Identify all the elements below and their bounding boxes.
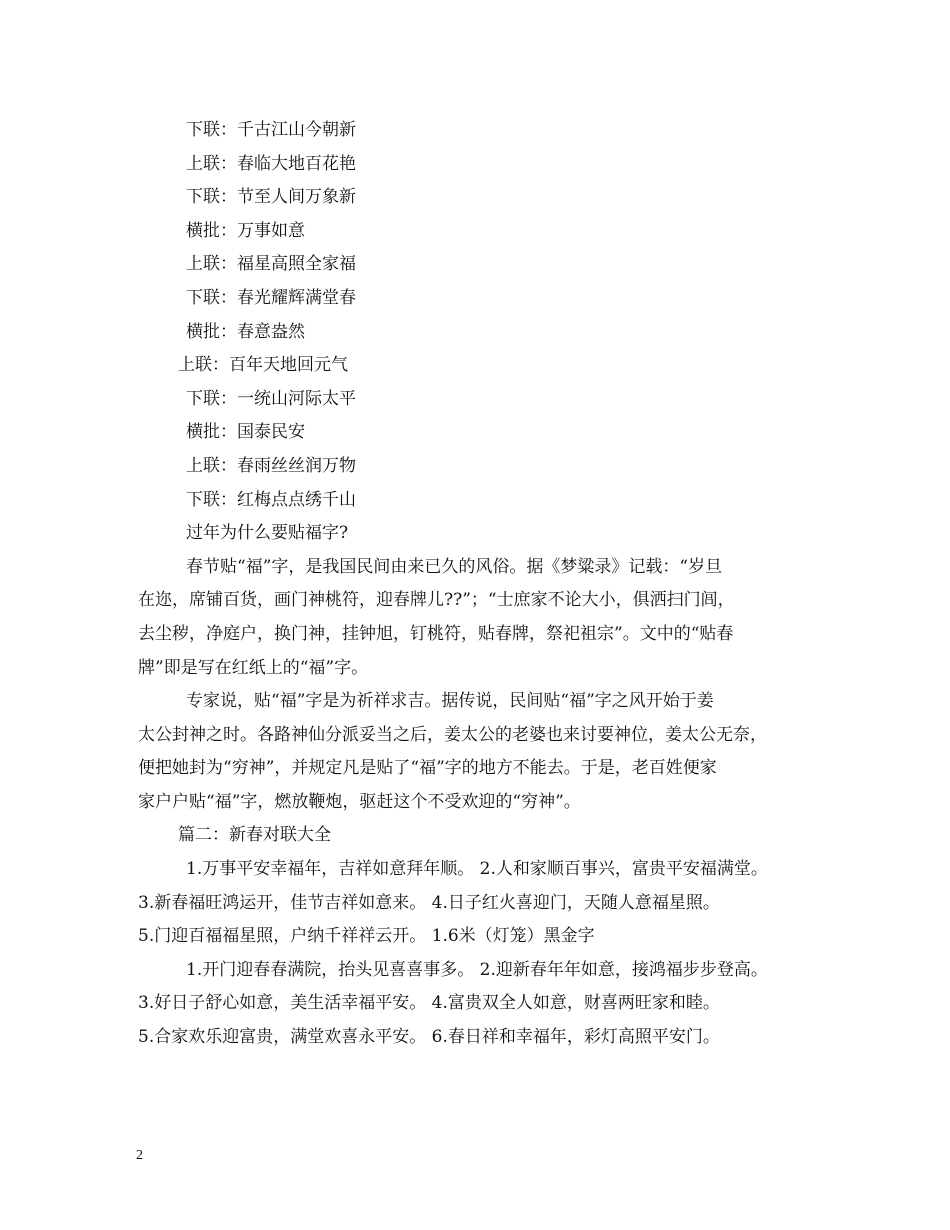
- section-title: 篇二：新春对联大全: [178, 825, 331, 846]
- paragraph-line: 家户户贴“福”字，燃放鞭炮，驱赶这个不受欢迎的“穷神”。: [138, 791, 581, 812]
- paragraph-line: 春节贴“福”字，是我国民间由来已久的风俗。据《梦粱录》记载：“岁旦: [186, 556, 723, 577]
- paragraph-line: 去尘秽，净庭户，换门神，挂钟旭，钉桃符，贴春牌，祭祀祖宗”。文中的“贴春: [138, 623, 734, 644]
- couplet-line: 上联：春临大地百花艳: [186, 153, 356, 174]
- paragraph-line: 太公封神之时。各路神仙分派妥当之后，姜太公的老婆也来讨要神位，姜太公无奈，: [138, 724, 767, 745]
- list-line: 1.万事平安幸福年，吉祥如意拜年顺。 2.人和家顺百事兴，富贵平安福满堂。: [186, 859, 768, 880]
- paragraph-line: 在迩，席铺百货，画门神桃符，迎春牌儿??”；“士庶家不论大小，俱洒扫门闾，: [138, 590, 735, 611]
- list-line: 5.合家欢乐迎富贵，满堂欢喜永平安。 6.春日祥和幸福年，彩灯高照平安门。: [138, 1027, 720, 1048]
- paragraph-line: 牌”即是写在红纸上的“福”字。: [138, 657, 369, 678]
- paragraph-line: 专家说，贴“福”字是为祈祥求吉。据传说，民间贴“福”字之风开始于姜: [186, 691, 714, 712]
- couplet-numbered-list-1: [138, 853, 818, 954]
- couplet-line: 上联：春雨丝丝润万物: [186, 455, 356, 476]
- couplet-list: [138, 114, 818, 517]
- paragraph-line: 便把她封为“穷神”，并规定凡是贴了“福”字的地方不能去。于是，老百姓便家: [138, 758, 717, 779]
- couplet-line: 下联：春光耀辉满堂春: [186, 287, 356, 308]
- list-line: 5.门迎百福福星照，户纳千祥祥云开。 1.6米（灯笼）黑金字: [138, 926, 595, 947]
- couplet-numbered-list-2: [138, 954, 818, 1055]
- couplet-line: 下联：一统山河际太平: [186, 388, 356, 409]
- couplet-line: 下联：节至人间万象新: [186, 187, 356, 208]
- page-content: [138, 114, 818, 1055]
- paragraph-custom-origin: [138, 551, 818, 685]
- question-heading: 过年为什么要贴福字?: [186, 523, 349, 544]
- paragraph-legend: [138, 685, 818, 819]
- list-line: 1.开门迎春春满院，抬头见喜喜事多。 2.迎新春年年如意，接鸿福步步登高。: [186, 959, 768, 980]
- couplet-line: 上联：福星高照全家福: [186, 254, 356, 275]
- couplet-line: 横批：春意盎然: [186, 321, 305, 342]
- couplet-line: 下联：红梅点点绣千山: [186, 489, 356, 510]
- couplet-line: 横批：万事如意: [186, 220, 305, 241]
- couplet-line: 下联：千古江山今朝新: [186, 120, 356, 140]
- couplet-line: 横批：国泰民安: [186, 422, 305, 443]
- list-line: 3.新春福旺鸿运开，佳节吉祥如意来。 4.日子红火喜迎门，天随人意福星照。: [138, 892, 720, 913]
- page-number: 2: [136, 1148, 143, 1163]
- list-line: 3.好日子舒心如意，美生活幸福平安。 4.富贵双全人如意，财喜两旺家和睦。: [138, 993, 720, 1014]
- couplet-line: 上联：百年天地回元气: [178, 355, 348, 376]
